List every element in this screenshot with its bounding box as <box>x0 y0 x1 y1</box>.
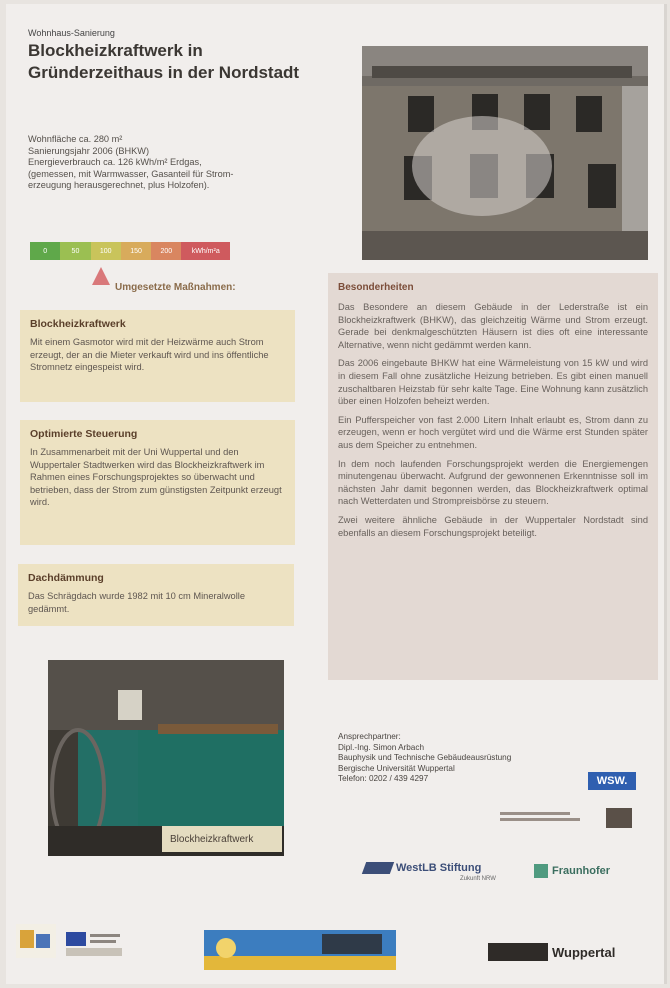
contact-name: Dipl.-Ing. Simon Arbach <box>338 742 425 752</box>
fraunhofer-logo <box>534 862 630 880</box>
special-paragraph: Zwei weitere ähnliche Gebäude in der Wuppertaler Nordstadt sind ebenfalls an diesem Forschungsprojekt beteiligt. <box>338 514 648 538</box>
measure-box <box>20 310 295 402</box>
building-facts: Wohnfläche ca. 280 m² Sanierungsjahr 2006 (BHKW) Energieverbrauch ca. 126 kWh/m² Erdgas, (gemessen, mit Warmwasser, Gasanteil für Strom- erzeugung herausgerechnet, plus Holzofen). <box>28 134 234 191</box>
westlb-subtitle: Zukunft NRW <box>460 876 496 882</box>
measures-heading: Umgesetzte Maßnahmen: <box>115 282 236 293</box>
special-paragraph: In dem noch laufenden Forschungsprojekt werden die Energiemengen minutengenau überwacht. Aufgrund der gewonnenen Erkenntnisse soll im nächsten Jahr damit begonnen werden, das Blockheizkraftwerk optimal nach Wetterdaten und Strompreisbörse zu steuern. <box>338 458 648 507</box>
fraunhofer-name: Fraunhofer <box>552 865 611 877</box>
energy-scale <box>30 242 230 260</box>
scale-segment: kWh/m²a <box>181 242 229 260</box>
building-photo <box>362 46 648 260</box>
measure-title: Blockheizkraftwerk <box>30 318 126 330</box>
scale-segment: 0 <box>30 242 60 260</box>
westlb-name: WestLB Stiftung <box>396 862 482 874</box>
campaign-banner <box>204 930 396 970</box>
special-paragraph: Ein Pufferspeicher von fast 2.000 Litern Inhalt erlaubt es, Strom dann zu erzeugen, wenn er hoch vergütet wird und die Wärme erst Stunden später aus dem Speicher zu entnehmen. <box>338 414 648 450</box>
sponsor-logo-left <box>16 924 56 958</box>
westlb-logo <box>364 858 504 878</box>
scale-marker-icon <box>92 267 110 285</box>
photo-caption: Blockheizkraftwerk <box>162 826 282 852</box>
measure-title: Optimierte Steuerung <box>30 428 138 440</box>
scale-segment: 100 <box>91 242 121 260</box>
university-logo <box>498 806 638 830</box>
measure-text: Das Schrägdach wurde 1982 mit 10 cm Mineralwolle gedämmt. <box>28 591 246 614</box>
contact-org: Bergische Universität Wuppertal <box>338 763 455 773</box>
wuppertal-name: Wuppertal <box>552 944 616 960</box>
scale-segment: 200 <box>151 242 181 260</box>
measure-text: Mit einem Gasmotor wird mit der Heizwärme auch Strom erzeugt, der an die Mieter verkauft wird und ins öffentliche Stromnetz eingespeist wird. <box>30 337 269 372</box>
measure-box <box>20 420 295 545</box>
wsw-logo: WSW. <box>588 772 636 790</box>
kicker-label: Wohnhaus-Sanierung <box>28 28 115 38</box>
contact-label: Ansprechpartner: <box>338 732 401 741</box>
measure-box <box>18 564 294 626</box>
special-paragraph: Das Besondere an diesem Gebäude in der Lederstraße ist ein Blockheizkraftwerk (BHKW), das gleichzeitig Wärme und Strom erzeugt. Gerade bei denkmalgeschützten Häusern ist dies oft eine interessante Alternative, wenn nicht gedämmt werden kann. <box>338 302 648 350</box>
measure-title: Dachdämmung <box>28 572 104 584</box>
scale-segment: 50 <box>60 242 90 260</box>
contact-phone: Telefon: 0202 / 439 4297 <box>338 774 429 783</box>
scale-segment: 150 <box>121 242 151 260</box>
contact-dept: Bauphysik und Technische Gebäudeausrüstung <box>338 753 512 762</box>
special-features-panel <box>328 273 658 680</box>
wuppertal-logo <box>488 940 638 964</box>
special-paragraph: Das 2006 eingebaute BHKW hat eine Wärmeleistung von 15 kW und wird in diesem Fall ohne zusätzliche Heizung betrieben. Es gibt einen manuell zuschaltbaren Heizstab für sehr kalte Tage. Eine Wohnung kann zusätzlich über einen Holzofen beheizt werden. <box>338 358 648 407</box>
special-heading: Besonderheiten <box>338 282 414 293</box>
measure-text: In Zusammenarbeit mit der Uni Wuppertal und den Wuppertaler Stadtwerken wird das Blockheizkraftwerk im Rahmen eines Forschungsprojektes so überwacht und betrieben, dass der Strom zum günstigsten Zeitpunkt erzeugt wird. <box>30 447 282 507</box>
eu-logo <box>64 930 124 958</box>
contact-block <box>338 732 511 785</box>
poster-title: Blockheizkraftwerk in Gründerzeithaus in der Nordstadt <box>28 41 300 82</box>
